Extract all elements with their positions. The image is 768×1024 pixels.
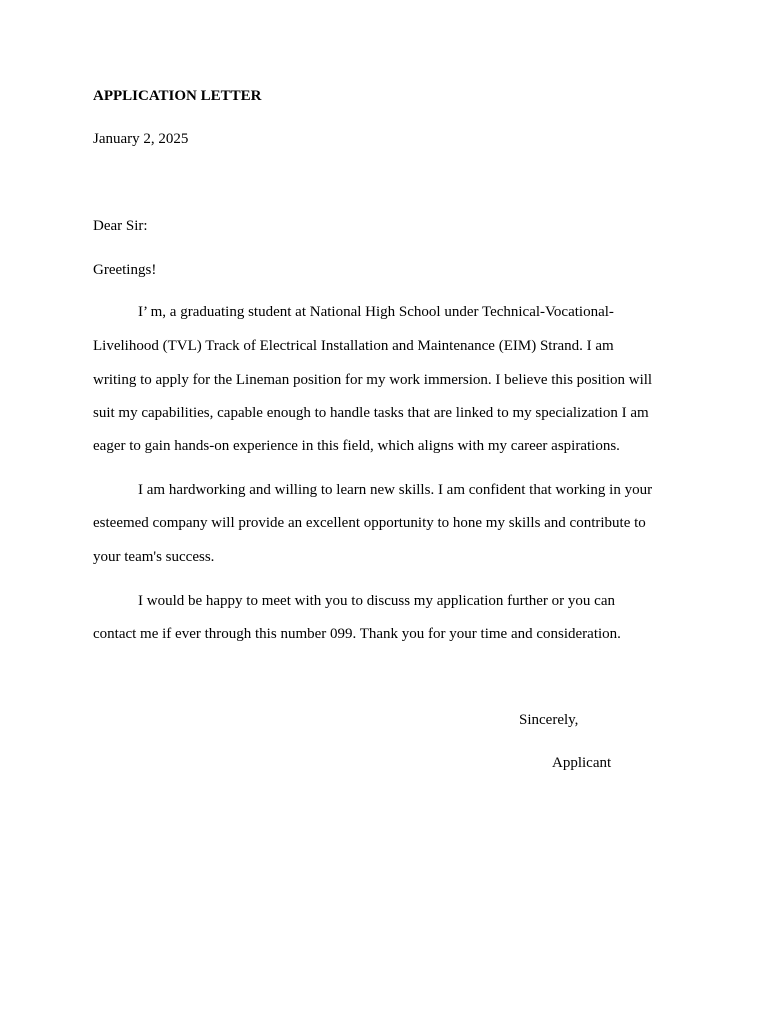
paragraph-line: esteemed company will provide an excellent opportunity to hone my skills and contribute to — [93, 515, 646, 531]
paragraph-line: I am hardworking and willing to learn new skills. I am confident that working in your — [138, 482, 653, 498]
paragraph-line: Livelihood (TVL) Track of Electrical Installation and Maintenance (EIM) Strand. I am — [93, 338, 614, 354]
letter-title: APPLICATION LETTER — [93, 88, 262, 104]
paragraph-line: eager to gain hands-on experience in this field, which aligns with my career aspirations. — [93, 438, 620, 454]
letter-date: January 2, 2025 — [93, 131, 189, 147]
paragraph-line: I’ m, a graduating student at National High School under Technical-Vocational- — [138, 304, 614, 320]
paragraph-line: contact me if ever through this number 099. Thank you for your time and consideration. — [93, 626, 621, 642]
salutation: Dear Sir: — [93, 218, 148, 234]
signature-name: Applicant — [552, 755, 612, 771]
closing: Sincerely, — [519, 712, 579, 728]
paragraph-line: your team's success. — [93, 549, 215, 565]
paragraph-line: I would be happy to meet with you to discuss my application further or you can — [138, 593, 615, 609]
paragraph-line: writing to apply for the Lineman position for my work immersion. I believe this position will — [93, 372, 653, 388]
greeting: Greetings! — [93, 262, 157, 278]
paragraph-line: suit my capabilities, capable enough to handle tasks that are linked to my specialization I am — [93, 405, 649, 421]
